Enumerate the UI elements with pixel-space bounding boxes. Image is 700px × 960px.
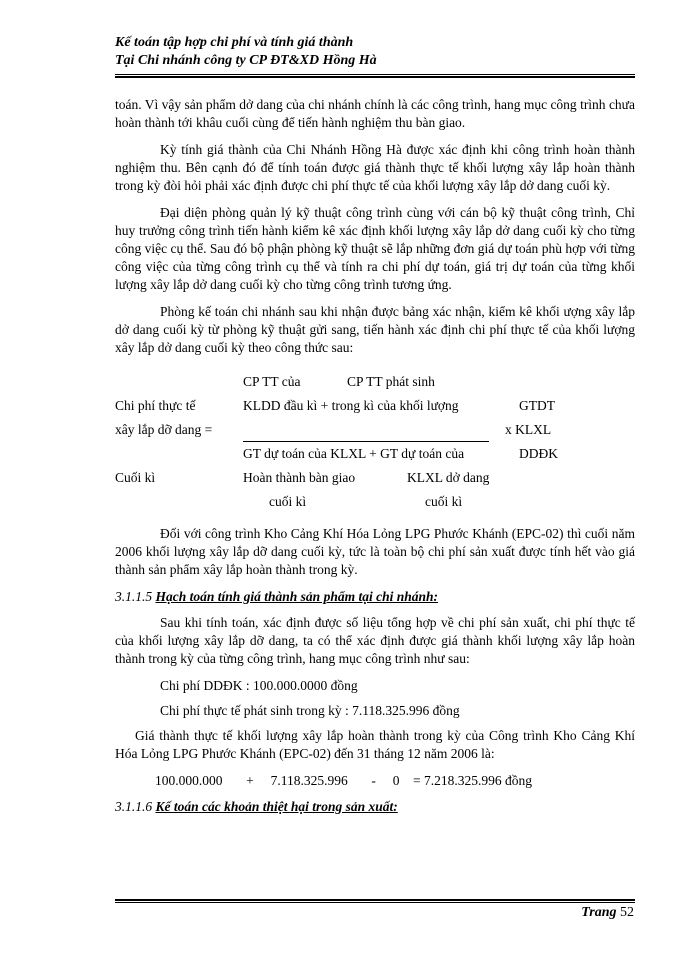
formula-right-1: GTDT <box>519 398 555 413</box>
paragraph-price: Giá thành thực tế khối lượng xây lắp hoàn thành trong kỳ của Công trình Kho Cảng Khí Hóa Lỏng LPG Phước Khánh (EPC-02) đến 31 tháng 12 năm 2006 là: <box>115 728 635 761</box>
formula-sub-2: KLXL dở dang <box>407 470 490 485</box>
fraction-line <box>243 441 489 442</box>
formula-top-1: CP TT của <box>243 374 301 389</box>
section-title: Hạch toán tính giá thành sản phẩm tại chi nhánh: <box>155 589 438 604</box>
header-rule-thick <box>115 74 635 75</box>
cost-incurred-line: Chi phí thực tế phát sinh trong kỳ : 7.118.325.996 đồng <box>160 703 460 718</box>
page-number: 52 <box>620 905 634 920</box>
paragraph-4: Phòng kế toán chi nhánh sau khi nhận được bảng xác nhận, kiểm kê khối ượng xây lắp dở dang cuối kỳ từ phòng kỹ thuật gửi sang, tiến hành xác định chi phí thực tế của khối lượng xây lắp dở dang cuối kỳ theo công thức sau: <box>115 304 635 355</box>
page-footer <box>581 905 634 921</box>
page-body <box>115 96 635 824</box>
section-heading-3116 <box>115 798 635 816</box>
formula-left-2: xây lắp dỡ dang = <box>115 422 213 437</box>
formula-sub-3: cuối kì <box>269 494 307 509</box>
formula-numerator: KLDD đầu kì + trong kì của khối lượng <box>243 398 459 413</box>
footer-rule <box>115 899 635 901</box>
paragraph-section-1: Sau khi tính toán, xác định được số liệu tổng hợp về chi phí sản xuất, chi phí thực tế của khối lượng xây lắp dỡ dang, ta có thể xác định được giá thành khối lượng xây lắp hoàn thành trong kỳ của từng công trình, hang mục công trình như sau: <box>115 615 635 666</box>
paragraph-after-formula: Đối với công trình Kho Cảng Khí Hóa Lỏng LPG Phước Khánh (EPC-02) thì cuối năm 2006 khối lượng xây lắp dỡ dang cuối kỳ, tức là toàn bộ chi phí sản xuất được tính hết vào giá thành sản phẩm xây lắp hoàn thành trong kỳ. <box>115 526 635 577</box>
formula-top-2: CP TT phát sinh <box>347 374 435 389</box>
page-label: Trang <box>581 905 617 920</box>
section-heading-3115 <box>115 588 635 606</box>
footer-rule-thin <box>115 902 635 903</box>
page-header <box>115 34 635 70</box>
section-number: 3.1.1.5 <box>115 589 153 604</box>
formula-right-3: DDĐK <box>519 446 558 461</box>
section-number: 3.1.1.6 <box>115 799 153 814</box>
formula-block <box>115 373 635 523</box>
formula-left-1: Chi phí thực tế <box>115 398 196 413</box>
formula-sub-4: cuối kì <box>425 494 463 509</box>
formula-denominator: GT dự toán của KLXL + GT dự toán của <box>243 446 465 461</box>
paragraph-2: Kỳ tính giá thành của Chi Nhánh Hồng Hà được xác định khi công trình hoàn thành nghiệm thu. Bên cạnh đó để tính toán được giá thành thực tế khối lượng xây lắp hoàn thành trong kỳ đòi hỏi phải xác định được chi phí thực tế của khối lượng xây lắp dở dang cuối kỳ. <box>115 142 635 193</box>
cost-dddk-line: Chi phí DDĐK : 100.000.0000 đồng <box>160 678 358 693</box>
formula-sub-1: Hoàn thành bàn giao <box>243 470 356 485</box>
paragraph-1: toán. Vì vậy sản phẩm dở dang của chi nhánh chính là các công trình, hang mục công trình chưa hoàn thành tới khâu cuối cùng để tiến hành nghiệm thu bàn giao. <box>115 97 635 130</box>
header-rule <box>115 76 635 78</box>
formula-left-4: Cuối kì <box>115 470 156 485</box>
header-subtitle: Tại Chi nhánh công ty CP ĐT&XD Hồng Hà <box>115 53 377 68</box>
section-title: Kế toán các khoản thiệt hại trong sản xuất: <box>155 799 398 814</box>
paragraph-3: Đại diện phòng quản lý kỹ thuật công trình cùng với cán bộ kỹ thuật công trình, Chỉ huy trưởng công trình tiến hành kiểm kê xác định khối lượng xây lắp dở dang cuối kỳ cho từng công việc cụ thể. Sau đó bộ phận phòng kỹ thuật sẽ lắp những đơn giá dự toán phù hợp với từng công việc của từng công trình cụ thể và tính ra chi phí dự toán, giá trị dự toán của từng khối lượng xây lắp dở dang cuối kỳ cho từng công trình tương ứng. <box>115 205 635 292</box>
header-title: Kế toán tập hợp chi phí và tính giá thành <box>115 35 354 50</box>
calculation-line: 100.000.000 + 7.118.325.996 - 0 = 7.218.325.996 đồng <box>155 773 532 788</box>
formula-times: x KLXL <box>505 422 552 437</box>
